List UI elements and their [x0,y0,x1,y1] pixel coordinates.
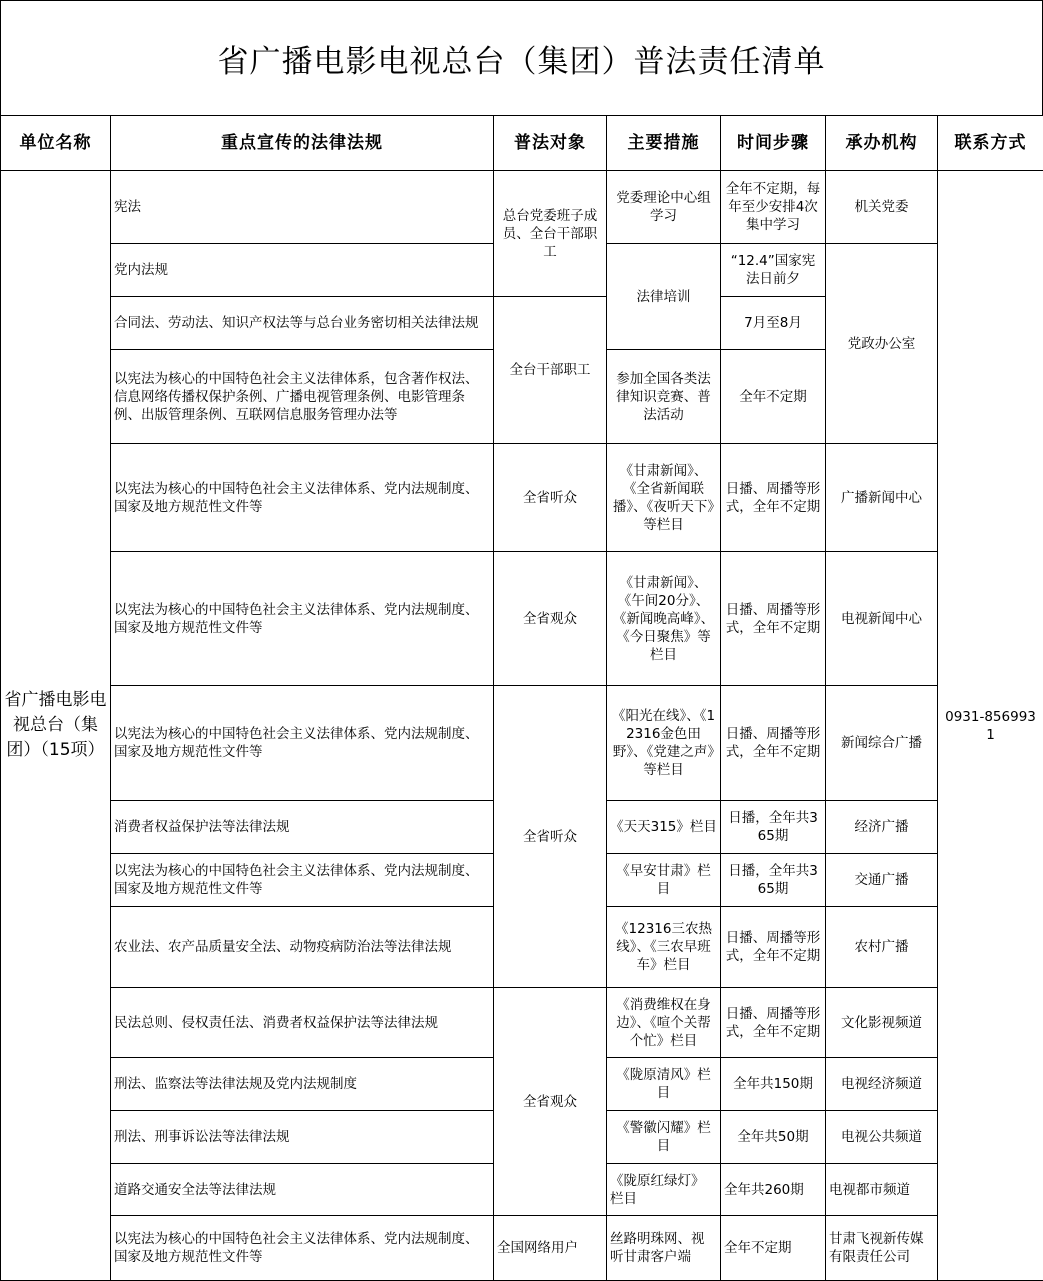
org-cell: 电视都市频道 [826,1164,938,1216]
responsibility-table [0,115,1043,1281]
table-row [1,444,1043,552]
law-cell: 以宪法为核心的中国特色社会主义法律体系、党内法规制度、国家及地方规范性文件等 [111,854,494,907]
time-cell: 全年共150期 [721,1058,826,1111]
law-cell: 道路交通安全法等法律法规 [111,1164,494,1216]
header-target: 普法对象 [494,116,607,171]
law-cell: 刑法、刑事诉讼法等法律法规 [111,1111,494,1164]
law-cell: 以宪法为核心的中国特色社会主义法律体系、党内法规制度、国家及地方规范性文件等 [111,552,494,686]
table-row [1,552,1043,686]
law-cell: 宪法 [111,171,494,244]
measure-cell: 《阳光在线》、《12316金色田野》、《党建之声》等栏目 [607,686,721,801]
measure-cell: 党委理论中心组学习 [607,171,721,244]
header-org: 承办机构 [826,116,938,171]
org-cell: 文化影视频道 [826,988,938,1058]
target-cell: 总台党委班子成员、全台干部职工 [494,171,607,297]
table-row [1,988,1043,1058]
org-cell: 新闻综合广播 [826,686,938,801]
target-cell: 全省观众 [494,552,607,686]
org-cell: 甘肃飞视新传媒有限责任公司 [826,1216,938,1281]
org-cell: 机关党委 [826,171,938,244]
measure-cell: 《早安甘肃》栏目 [607,854,721,907]
law-cell: 以宪法为核心的中国特色社会主义法律体系、党内法规制度、国家及地方规范性文件等 [111,686,494,801]
measure-cell: 《警徽闪耀》栏目 [607,1111,721,1164]
law-cell: 刑法、监察法等法律法规及党内法规制度 [111,1058,494,1111]
time-cell: 日播、周播等形式，全年不定期 [721,988,826,1058]
contact-cell: 0931-8569931 [938,171,1043,1281]
law-cell: 消费者权益保护法等法律法规 [111,801,494,854]
time-cell: 全年共50期 [721,1111,826,1164]
law-cell: 以宪法为核心的中国特色社会主义法律体系，包含著作权法、信息网络传播权保护条例、广播电视管理条例、电影管理条例、出版管理条例、互联网信息服务管理办法等 [111,350,494,444]
header-contact: 联系方式 [938,116,1043,171]
time-cell: 全年不定期，每年至少安排4次集中学习 [721,171,826,244]
measure-cell: 《甘肃新闻》、《午间20分》、《新闻晚高峰》、《今日聚焦》等栏目 [607,552,721,686]
header-unit: 单位名称 [1,116,111,171]
header-law: 重点宣传的法律法规 [111,116,494,171]
measure-cell: 丝路明珠网、视听甘肃客户端 [607,1216,721,1281]
law-cell: 合同法、劳动法、知识产权法等与总台业务密切相关法律法规 [111,297,494,350]
table-row [1,1216,1043,1281]
org-cell: 党政办公室 [826,244,938,444]
time-cell: “12.4”国家宪法日前夕 [721,244,826,297]
org-cell: 交通广播 [826,854,938,907]
time-cell: 全年不定期 [721,1216,826,1281]
time-cell: 全年共260期 [721,1164,826,1216]
target-cell: 全省听众 [494,686,607,988]
header-row [1,116,1043,171]
target-cell: 全省观众 [494,988,607,1216]
law-cell: 以宪法为核心的中国特色社会主义法律体系、党内法规制度、国家及地方规范性文件等 [111,444,494,552]
target-cell: 全台干部职工 [494,297,607,444]
header-measure: 主要措施 [607,116,721,171]
table-row [1,171,1043,244]
law-cell: 党内法规 [111,244,494,297]
org-cell: 广播新闻中心 [826,444,938,552]
measure-cell: 《陇原清风》栏目 [607,1058,721,1111]
measure-cell: 《消费维权在身边》、《喧个关帮个忙》栏目 [607,988,721,1058]
org-cell: 电视公共频道 [826,1111,938,1164]
org-cell: 电视经济频道 [826,1058,938,1111]
measure-cell: 参加全国各类法律知识竞赛、普法活动 [607,350,721,444]
org-cell: 电视新闻中心 [826,552,938,686]
measure-cell: 《甘肃新闻》、《全省新闻联播》、《夜听天下》等栏目 [607,444,721,552]
law-cell: 农业法、农产品质量安全法、动物疫病防治法等法律法规 [111,907,494,988]
time-cell: 日播、周播等形式，全年不定期 [721,907,826,988]
measure-cell: 《12316三农热线》、《三农早班车》栏目 [607,907,721,988]
time-cell: 7月至8月 [721,297,826,350]
org-cell: 经济广播 [826,801,938,854]
time-cell: 全年不定期 [721,350,826,444]
law-cell: 民法总则、侵权责任法、消费者权益保护法等法律法规 [111,988,494,1058]
time-cell: 日播，全年共365期 [721,801,826,854]
title-box [0,0,1043,115]
unit-name-cell: 省广播电影电视总台（集团）（15项） [1,171,111,1281]
measure-cell: 《陇原红绿灯》栏目 [607,1164,721,1216]
measure-cell: 《天天315》栏目 [607,801,721,854]
target-cell: 全省听众 [494,444,607,552]
time-cell: 日播、周播等形式，全年不定期 [721,444,826,552]
measure-cell: 法律培训 [607,244,721,350]
time-cell: 日播、周播等形式，全年不定期 [721,686,826,801]
header-time: 时间步骤 [721,116,826,171]
time-cell: 日播，全年共365期 [721,854,826,907]
org-cell: 农村广播 [826,907,938,988]
target-cell: 全国网络用户 [494,1216,607,1281]
table-row [1,686,1043,801]
page-title: 省广播电影电视总台（集团）普法责任清单 [218,36,826,81]
time-cell: 日播、周播等形式，全年不定期 [721,552,826,686]
law-cell: 以宪法为核心的中国特色社会主义法律体系、党内法规制度、国家及地方规范性文件等 [111,1216,494,1281]
